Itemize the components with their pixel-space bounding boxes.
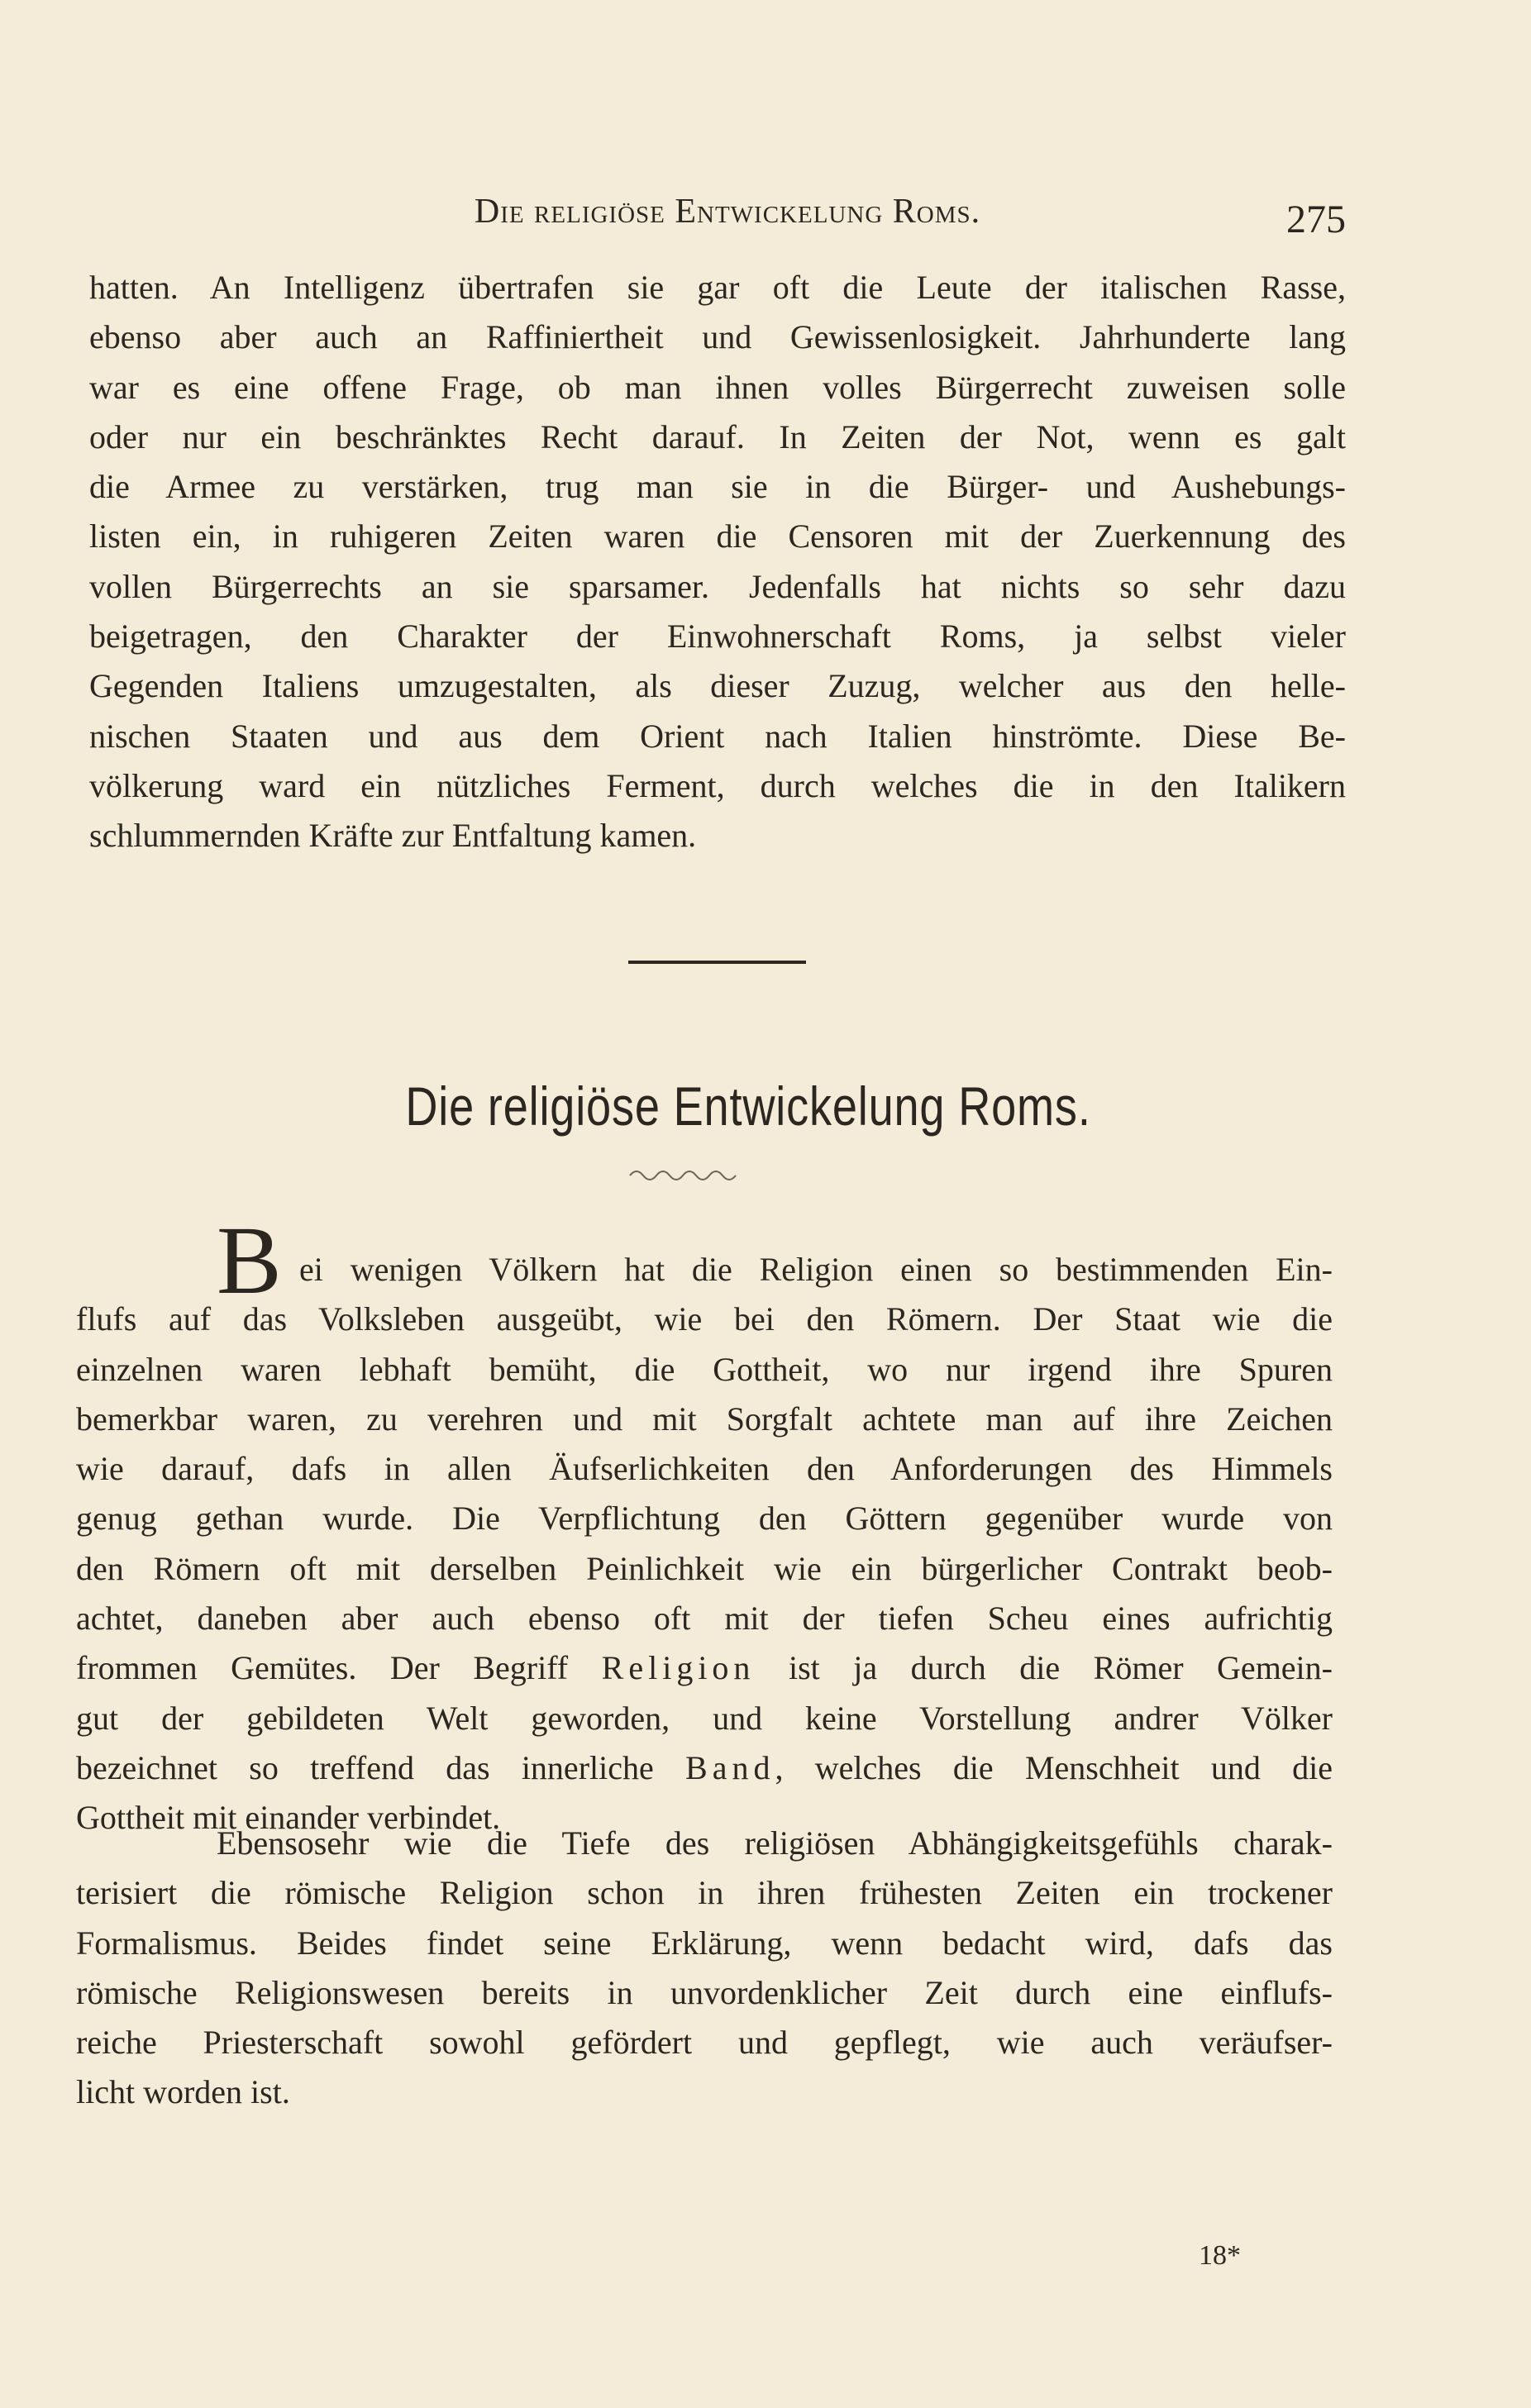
- section-heading: Die religiöse Entwickelung Roms.: [405, 1075, 1091, 1137]
- section-divider-rule: [628, 961, 806, 964]
- text-line: hatten. An Intelligenz übertrafen sie gar oft die Leute der italischen Rasse,: [89, 269, 1346, 306]
- paragraph-formalism: [76, 1819, 1333, 2118]
- text-line: listen ein, in ruhigeren Zeiten waren die Censoren mit der Zuerkennung des: [89, 517, 1346, 556]
- text-fragment: bezeichnet so treffend das innerliche: [76, 1748, 686, 1786]
- text-fragment: ist ja durch die Römer Gemein-: [755, 1649, 1333, 1687]
- text-line: flufs auf das Volksleben ausgeübt, wie bei den Römern. Der Staat wie die: [76, 1300, 1333, 1338]
- text-line: beigetragen, den Charakter der Einwohnerschaft Roms, ja selbst vieler: [89, 617, 1346, 656]
- text-line: reiche Priesterschaft sowohl gefördert und gepflegt, wie auch veräufser-: [76, 2024, 1333, 2062]
- text-line: achtet, daneben aber auch ebenso oft mit der tiefen Scheu eines aufrichtig: [76, 1600, 1333, 1638]
- page-number: 275: [1286, 198, 1346, 241]
- text-line: Gottheit mit einander verbindet.: [76, 1799, 501, 1837]
- text-fragment: , welches die Menschheit und die: [775, 1748, 1333, 1786]
- text-line: war es eine offene Frage, ob man ihnen volles Bürgerrecht zuweisen solle: [89, 368, 1346, 406]
- text-fragment: frommen Gemütes. Der Begriff: [76, 1649, 602, 1687]
- emphasized-word: Religion: [601, 1649, 756, 1687]
- running-head-title: Die religiöse Entwickelung Roms.: [474, 193, 981, 231]
- ornament-flourish: [628, 1164, 744, 1184]
- text-line: den Römern oft mit derselben Peinlichkeit wie ein bürgerlicher Contrakt beob-: [76, 1549, 1333, 1587]
- text-line: schlummernden Kräfte zur Entfaltung kamen.: [89, 817, 697, 855]
- text-line: wie darauf, dafs in allen Äufserlichkeiten den Anforderungen des Himmels: [76, 1450, 1333, 1488]
- text-line: Formalismus. Beides findet seine Erklärung, wenn bedacht wird, dafs das: [76, 1924, 1333, 1962]
- text-line: die Armee zu verstärken, trug man sie in die Bürger- und Aushebungs-: [89, 468, 1346, 506]
- text-line: gut der gebildeten Welt geworden, und keine Vorstellung andrer Völker: [76, 1699, 1333, 1737]
- text-line: genug gethan wurde. Die Verpflichtung den Göttern gegenüber wurde von: [76, 1500, 1333, 1538]
- text-line: terisiert die römische Religion schon in ihren frühesten Zeiten ein trockener: [76, 1874, 1333, 1912]
- text-line: licht worden ist.: [76, 2073, 290, 2111]
- paragraph-religion-intro: [76, 1245, 1333, 1843]
- text-line: [76, 1743, 1333, 1793]
- text-line: Gegenden Italiens umzugestalten, als dieser Zuzug, welcher aus den helle-: [89, 667, 1346, 705]
- paragraph-continued: [89, 263, 1346, 861]
- text-line: einzelnen waren lebhaft bemüht, die Gottheit, wo nur irgend ihre Spuren: [76, 1350, 1333, 1388]
- emphasized-word: Band: [685, 1748, 775, 1786]
- text-line: oder nur ein beschränktes Recht darauf. In Zeiten der Not, wenn es galt: [89, 417, 1346, 455]
- drop-cap-initial: B: [217, 1206, 282, 1314]
- text-line: ebenso aber auch an Raffiniertheit und Gewissenlosigkeit. Jahrhunderte lang: [89, 318, 1346, 356]
- text-line: vollen Bürgerrechts an sie sparsamer. Jedenfalls hat nichts so sehr dazu: [89, 567, 1346, 605]
- text-line: bemerkbar waren, zu verehren und mit Sorgfalt achtete man auf ihre Zeichen: [76, 1400, 1333, 1438]
- text-line: ei wenigen Völkern hat die Religion einen so bestimmenden Ein-: [299, 1251, 1333, 1288]
- text-line: Ebensosehr wie die Tiefe des religiösen Abhängigkeitsgefühls charak-: [217, 1824, 1333, 1862]
- text-line: nischen Staaten und aus dem Orient nach Italien hinströmte. Diese Be-: [89, 717, 1346, 755]
- text-line: [76, 1643, 1333, 1693]
- printer-signature-mark: 18*: [1199, 2240, 1241, 2271]
- text-line: römische Religionswesen bereits in unvordenklicher Zeit durch eine einflufs-: [76, 1973, 1333, 2011]
- text-line: völkerung ward ein nützliches Ferment, durch welches die in den Italikern: [89, 766, 1346, 804]
